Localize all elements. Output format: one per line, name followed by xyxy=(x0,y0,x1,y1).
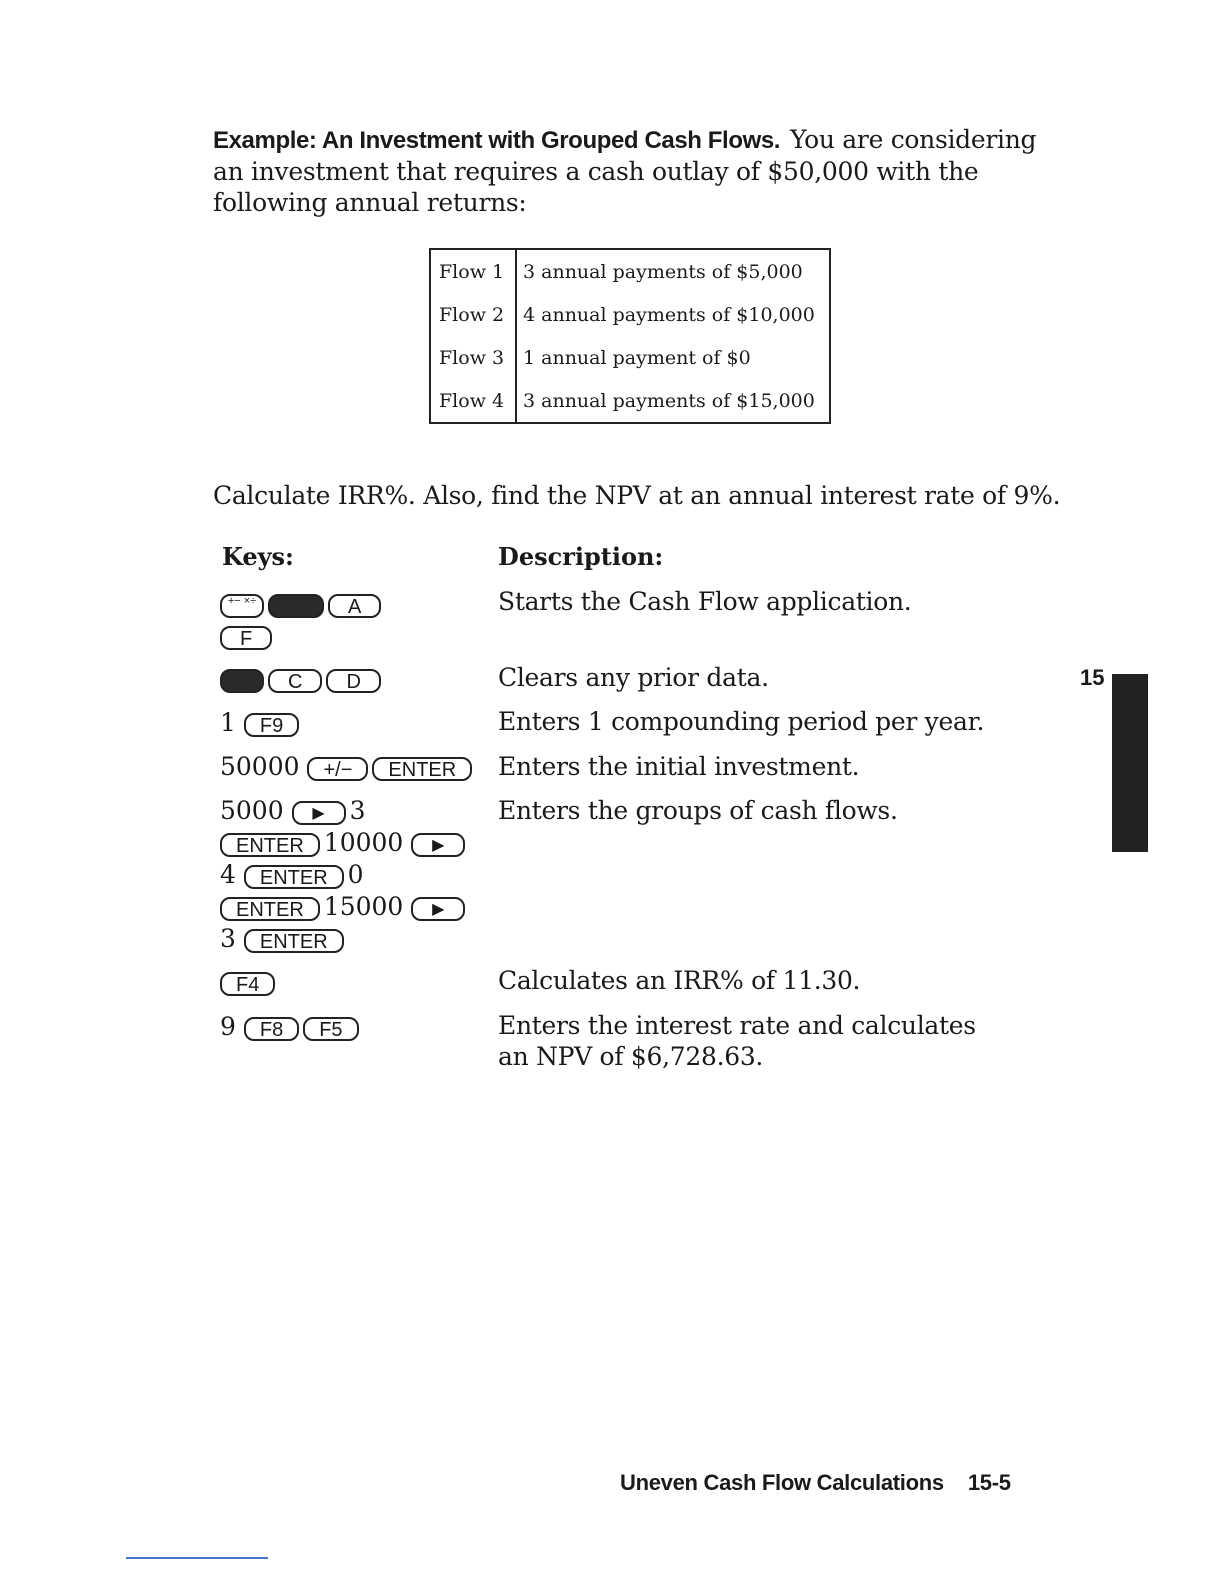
number-entry: 3 xyxy=(349,796,366,825)
flow-label: Flow 4 xyxy=(430,379,516,423)
flow-description: 3 annual payments of $15,000 xyxy=(523,389,815,412)
footer-title: Uneven Cash Flow Calculations xyxy=(620,1470,944,1495)
flow-label: Flow 2 xyxy=(430,293,516,336)
arrow-right-key[interactable]: ▶ xyxy=(411,833,465,857)
step-keys-initial-investment xyxy=(220,751,476,783)
flow-label: Flow 1 xyxy=(430,249,516,293)
step-description: Clears any prior data. xyxy=(498,663,769,692)
number-entry: 5000 xyxy=(220,796,284,825)
intro-text: You are considering an investment that requires a cash outlay of $50,000 with the following annual returns: xyxy=(213,125,1037,217)
plus-minus-key[interactable]: +/− xyxy=(307,757,368,781)
table-row xyxy=(430,249,830,293)
cash-flows-table xyxy=(429,248,831,424)
step-keys-clear-data xyxy=(220,663,385,695)
arrow-right-key[interactable]: ▶ xyxy=(292,801,346,825)
page-number: 15-5 xyxy=(967,1470,1011,1495)
enter-key[interactable]: ENTER xyxy=(244,865,344,889)
enter-key[interactable]: ENTER xyxy=(244,929,344,953)
example-heading: Example: An Investment with Grouped Cash Flows. xyxy=(213,127,781,154)
a-key[interactable]: A xyxy=(328,594,381,618)
step-keys-compounding xyxy=(220,707,303,739)
flow-description: 4 annual payments of $10,000 xyxy=(523,303,815,326)
chapter-tab-bar xyxy=(1112,674,1148,852)
number-entry: 0 xyxy=(347,860,364,889)
f4-key[interactable]: F4 xyxy=(220,972,275,996)
bottom-rule xyxy=(126,1557,268,1559)
step-description: Enters the interest rate and calculates an NPV of $6,728.63. xyxy=(498,1011,976,1071)
number-entry: 4 xyxy=(220,860,236,889)
intro-paragraph xyxy=(213,124,1053,218)
number-entry: 1 xyxy=(220,708,236,737)
step-description: Enters the groups of cash flows. xyxy=(498,796,898,825)
table-row xyxy=(430,379,830,423)
table-row xyxy=(430,293,830,336)
d-key[interactable]: D xyxy=(326,669,380,693)
step-keys-irr xyxy=(220,966,279,998)
page-footer xyxy=(620,1470,1011,1496)
chapter-tab-number: 15 xyxy=(1080,665,1105,690)
step-keys-npv xyxy=(220,1011,363,1043)
number-entry: 50000 xyxy=(220,752,300,781)
shift-key[interactable] xyxy=(268,594,324,618)
step-description: Enters 1 compounding period per year. xyxy=(498,707,985,736)
calculator-icon-key[interactable]: +− ×÷ xyxy=(220,594,264,618)
step-description: Enters the initial investment. xyxy=(498,752,860,781)
step-keys-start-app xyxy=(220,588,385,652)
step-description: Starts the Cash Flow application. xyxy=(498,587,912,616)
f9-key[interactable]: F9 xyxy=(244,713,299,737)
number-entry: 15000 xyxy=(323,892,404,921)
flow-description: 1 annual payment of $0 xyxy=(523,346,751,369)
flow-description: 3 annual payments of $5,000 xyxy=(523,260,803,283)
f-key[interactable]: F xyxy=(220,626,272,650)
enter-key[interactable]: ENTER xyxy=(372,757,472,781)
number-entry: 10000 xyxy=(323,828,404,857)
shift-key[interactable] xyxy=(220,669,264,693)
step-keys-cash-flow-groups xyxy=(220,795,469,955)
flow-label: Flow 3 xyxy=(430,336,516,379)
enter-key[interactable]: ENTER xyxy=(220,833,320,857)
step-description: Calculates an IRR% of 11.30. xyxy=(498,966,861,995)
table-row xyxy=(430,336,830,379)
f8-key[interactable]: F8 xyxy=(244,1017,299,1041)
number-entry: 3 xyxy=(220,924,236,953)
number-entry: 9 xyxy=(220,1012,236,1041)
enter-key[interactable]: ENTER xyxy=(220,897,320,921)
arrow-right-key[interactable]: ▶ xyxy=(411,897,465,921)
f5-key[interactable]: F5 xyxy=(303,1017,358,1041)
keys-column-heading: Keys: xyxy=(222,542,294,571)
c-key[interactable]: C xyxy=(268,669,322,693)
description-column-heading: Description: xyxy=(498,542,664,571)
calculate-instruction: Calculate IRR%. Also, find the NPV at an annual interest rate of 9%. xyxy=(213,481,1061,510)
